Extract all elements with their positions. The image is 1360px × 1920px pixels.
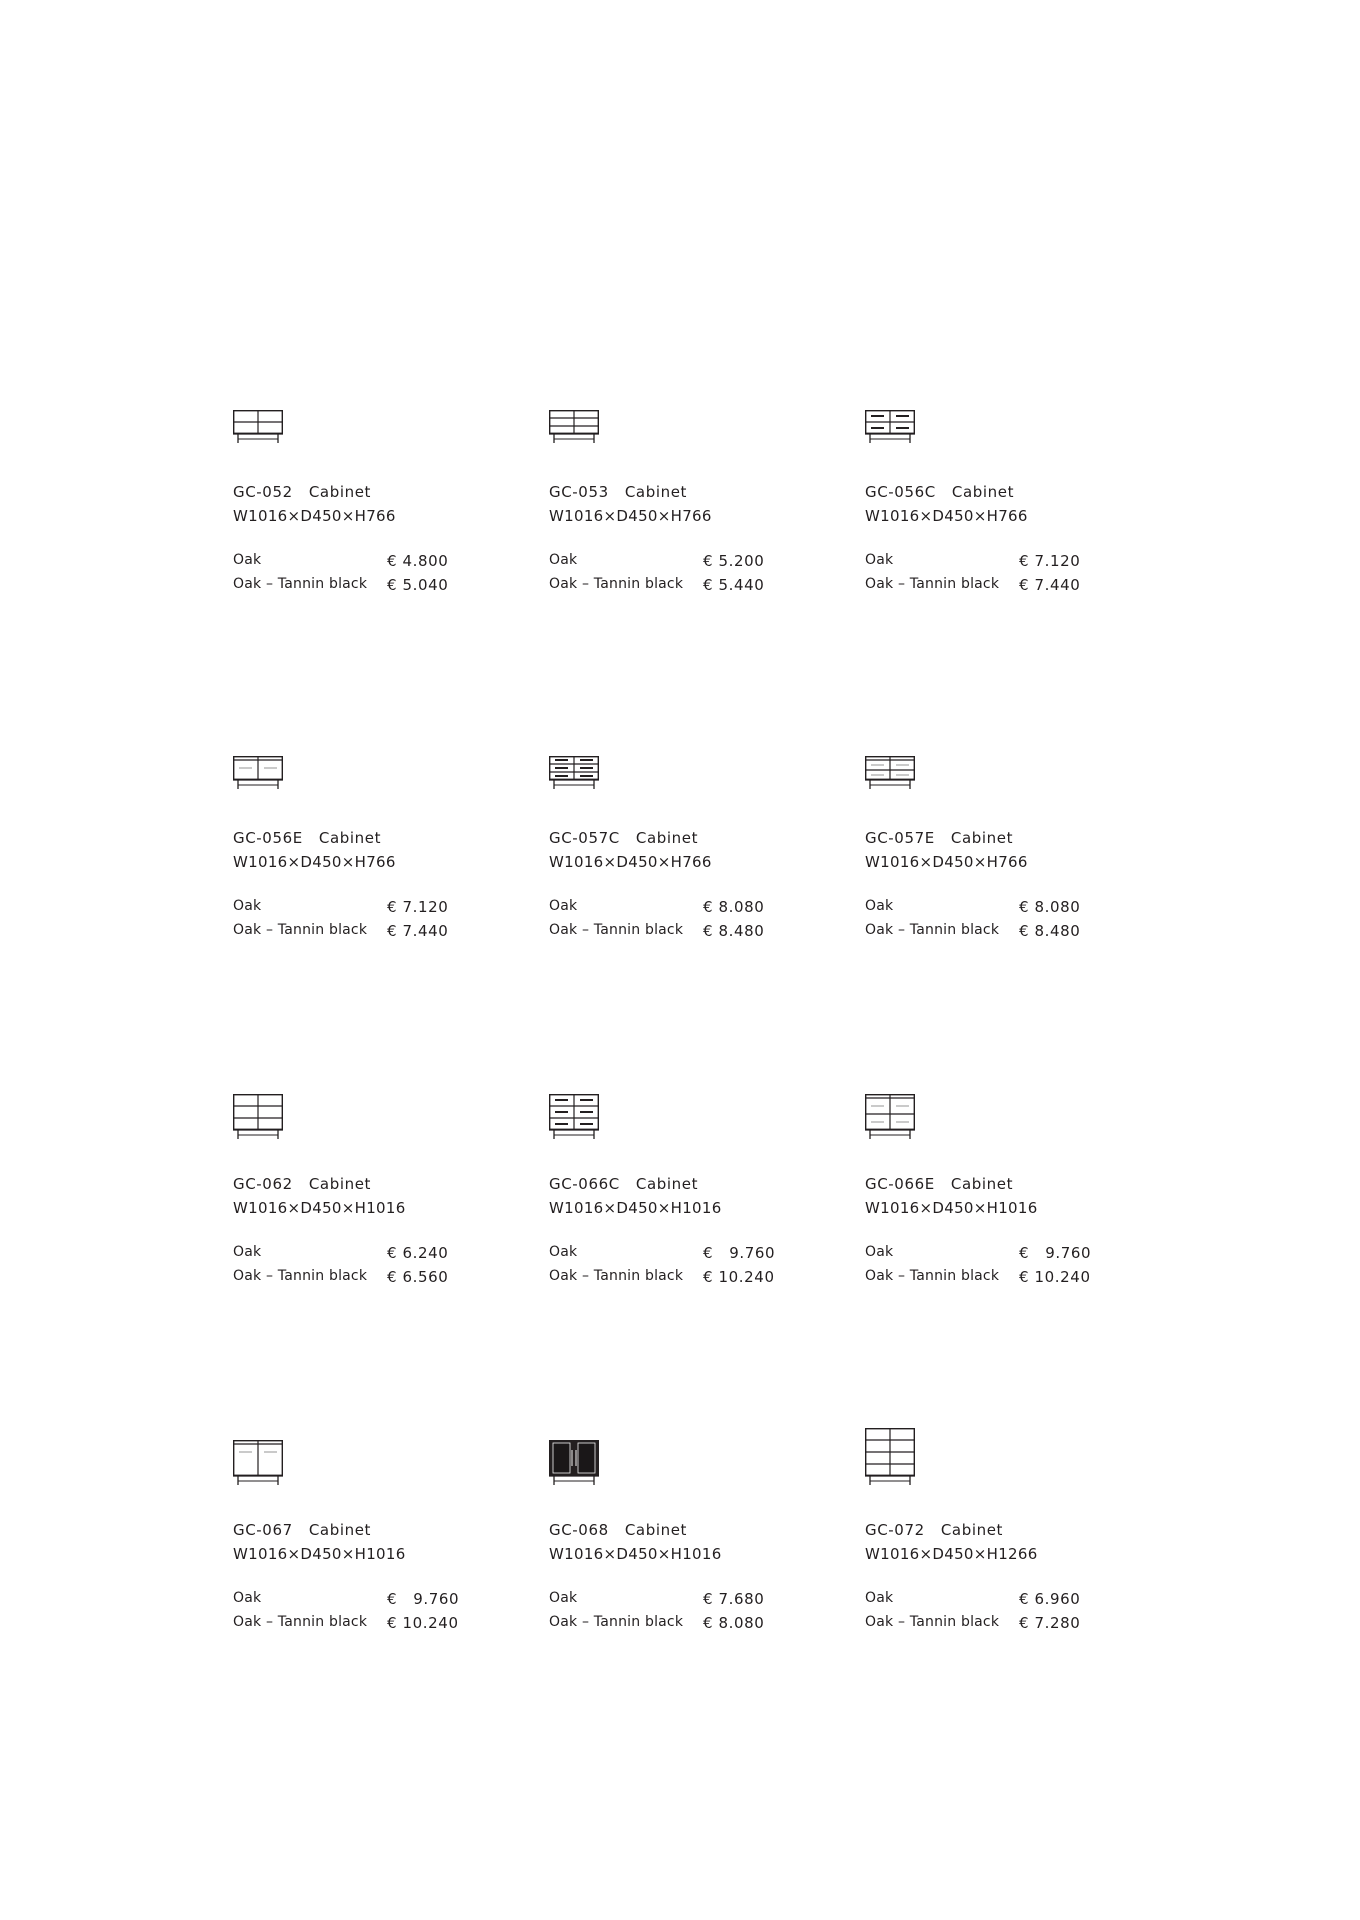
cabinet-tall-doors-icon xyxy=(233,1440,293,1500)
product-name: GC-053 Cabinet xyxy=(549,483,688,501)
price-value: € 8.480 xyxy=(1019,922,1081,940)
cabinet-3x2-handles-icon-drawing xyxy=(549,756,601,820)
finish-label: Oak xyxy=(233,1244,262,1260)
product-name: GC-052 Cabinet xyxy=(233,483,372,501)
cabinet-3x2-icon-drawing xyxy=(549,410,601,474)
finish-label: Oak – Tannin black xyxy=(233,576,368,592)
price-value: € 5.200 xyxy=(703,552,765,570)
price-value: € 6.960 xyxy=(1019,1590,1081,1608)
product-dimensions: W1016×D450×H766 xyxy=(549,507,712,525)
product-name: GC-056C Cabinet xyxy=(865,483,1015,501)
product-name: GC-057C Cabinet xyxy=(549,829,699,847)
cabinet-tall-2x2-icon xyxy=(865,1094,925,1154)
finish-label: Oak – Tannin black xyxy=(865,1268,1000,1284)
price-value: € 9.760 xyxy=(387,1590,460,1608)
price-value: € 7.440 xyxy=(387,922,449,940)
product-dimensions: W1016×D450×H766 xyxy=(865,507,1028,525)
cabinet-tall-3x2-handles-icon xyxy=(549,1094,609,1154)
finish-label: Oak xyxy=(865,552,894,568)
price-value: € 10.240 xyxy=(387,1614,459,1632)
cabinet-tall-doors-icon-drawing xyxy=(233,1440,285,1504)
finish-label: Oak xyxy=(865,1244,894,1260)
cabinet-3x2-slim-icon xyxy=(865,756,925,816)
price-value: € 5.040 xyxy=(387,576,449,594)
finish-label: Oak xyxy=(233,898,262,914)
product-dimensions: W1016×D450×H766 xyxy=(233,853,396,871)
cabinet-extra-tall-icon xyxy=(865,1428,925,1488)
cabinet-tall-2x2-icon-drawing xyxy=(865,1094,917,1158)
price-value: € 4.800 xyxy=(387,552,449,570)
finish-label: Oak xyxy=(233,1590,262,1606)
product-name: GC-062 Cabinet xyxy=(233,1175,372,1193)
price-value: € 8.080 xyxy=(703,1614,765,1632)
cabinet-tall-3x2-handles-icon-drawing xyxy=(549,1094,601,1158)
cabinet-2-drawer-icon-drawing xyxy=(233,756,285,820)
cabinet-extra-tall-icon-drawing xyxy=(865,1428,917,1492)
finish-label: Oak – Tannin black xyxy=(233,1614,368,1630)
product-card-gc-072 xyxy=(865,1448,1155,1648)
product-dimensions: W1016×D450×H1016 xyxy=(865,1199,1038,1217)
product-card-gc-066e xyxy=(865,1102,1155,1302)
product-name: GC-066C Cabinet xyxy=(549,1175,699,1193)
product-card-gc-056e xyxy=(233,756,523,956)
product-card-gc-057c xyxy=(549,756,839,956)
product-name: GC-067 Cabinet xyxy=(233,1521,372,1539)
finish-label: Oak xyxy=(549,1590,578,1606)
price-value: € 8.080 xyxy=(1019,898,1081,916)
price-value: € 8.080 xyxy=(703,898,765,916)
finish-label: Oak xyxy=(865,898,894,914)
finish-label: Oak – Tannin black xyxy=(233,922,368,938)
finish-label: Oak – Tannin black xyxy=(549,576,684,592)
finish-label: Oak – Tannin black xyxy=(865,922,1000,938)
finish-label: Oak – Tannin black xyxy=(865,1614,1000,1630)
finish-label: Oak xyxy=(233,552,262,568)
price-value: € 5.440 xyxy=(703,576,765,594)
product-card-gc-068 xyxy=(549,1448,839,1648)
cabinet-dark-doors-icon xyxy=(549,1440,609,1500)
cabinet-2x2-handles-icon xyxy=(865,410,925,470)
product-dimensions: W1016×D450×H1016 xyxy=(233,1545,406,1563)
finish-label: Oak xyxy=(549,552,578,568)
price-value: € 7.120 xyxy=(387,898,449,916)
finish-label: Oak xyxy=(865,1590,894,1606)
price-value: € 7.440 xyxy=(1019,576,1081,594)
cabinet-tall-3x2-icon xyxy=(233,1094,293,1154)
product-dimensions: W1016×D450×H766 xyxy=(233,507,396,525)
product-dimensions: W1016×D450×H1016 xyxy=(233,1199,406,1217)
cabinet-3x2-handles-icon xyxy=(549,756,609,816)
product-card-gc-057e xyxy=(865,756,1155,956)
product-name: GC-068 Cabinet xyxy=(549,1521,688,1539)
price-value: € 6.240 xyxy=(387,1244,449,1262)
finish-label: Oak – Tannin black xyxy=(865,576,1000,592)
cabinet-2x2-handles-icon-drawing xyxy=(865,410,917,474)
cabinet-2x2-icon-drawing xyxy=(233,410,285,474)
finish-label: Oak xyxy=(549,898,578,914)
cabinet-2-drawer-icon xyxy=(233,756,293,816)
price-value: € 6.560 xyxy=(387,1268,449,1286)
product-card-gc-053 xyxy=(549,410,839,610)
product-card-gc-056c xyxy=(865,410,1155,610)
product-dimensions: W1016×D450×H766 xyxy=(549,853,712,871)
finish-label: Oak – Tannin black xyxy=(549,1614,684,1630)
cabinet-dark-doors-icon-drawing xyxy=(549,1440,601,1504)
price-value: € 8.480 xyxy=(703,922,765,940)
cabinet-3x2-slim-icon-drawing xyxy=(865,756,917,820)
finish-label: Oak xyxy=(549,1244,578,1260)
product-name: GC-057E Cabinet xyxy=(865,829,1014,847)
product-dimensions: W1016×D450×H1266 xyxy=(865,1545,1038,1563)
product-dimensions: W1016×D450×H1016 xyxy=(549,1545,722,1563)
price-value: € 10.240 xyxy=(1019,1268,1091,1286)
product-dimensions: W1016×D450×H766 xyxy=(865,853,1028,871)
product-card-gc-062 xyxy=(233,1102,523,1302)
price-value: € 7.120 xyxy=(1019,552,1081,570)
cabinet-3x2-icon xyxy=(549,410,609,470)
price-value: € 9.760 xyxy=(703,1244,776,1262)
price-value: € 7.280 xyxy=(1019,1614,1081,1632)
product-name: GC-066E Cabinet xyxy=(865,1175,1014,1193)
product-name: GC-056E Cabinet xyxy=(233,829,382,847)
finish-label: Oak – Tannin black xyxy=(233,1268,368,1284)
price-value: € 9.760 xyxy=(1019,1244,1092,1262)
product-card-gc-067 xyxy=(233,1448,523,1648)
product-card-gc-066c xyxy=(549,1102,839,1302)
product-card-gc-052 xyxy=(233,410,523,610)
finish-label: Oak – Tannin black xyxy=(549,922,684,938)
cabinet-tall-3x2-icon-drawing xyxy=(233,1094,285,1158)
price-value: € 7.680 xyxy=(703,1590,765,1608)
cabinet-2x2-icon xyxy=(233,410,293,470)
product-name: GC-072 Cabinet xyxy=(865,1521,1004,1539)
product-dimensions: W1016×D450×H1016 xyxy=(549,1199,722,1217)
price-value: € 10.240 xyxy=(703,1268,775,1286)
finish-label: Oak – Tannin black xyxy=(549,1268,684,1284)
